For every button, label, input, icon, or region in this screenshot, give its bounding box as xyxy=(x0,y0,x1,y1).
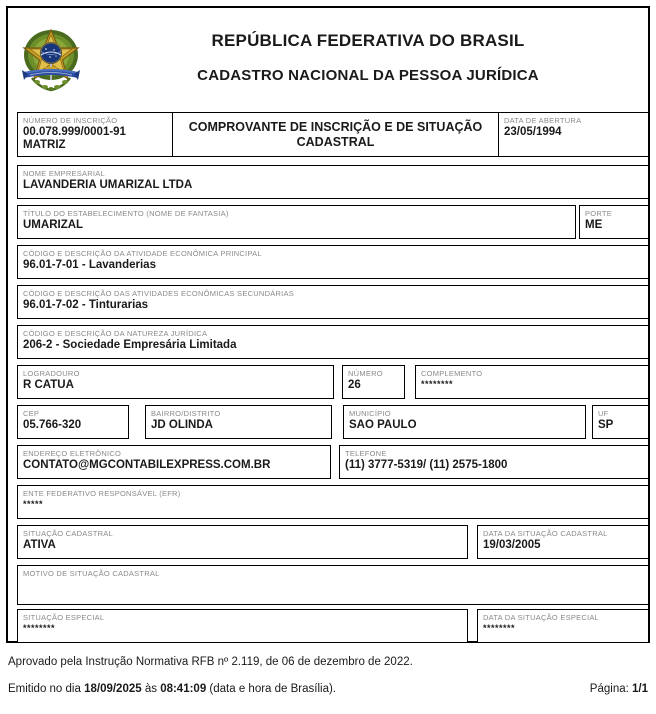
field-value: ******** xyxy=(483,623,516,633)
field-motivo-situacao-cadastral xyxy=(17,565,649,605)
field-situacao-cadastral xyxy=(17,525,468,559)
field-value-matriz: MATRIZ xyxy=(23,139,66,151)
field-value: 206-2 - Sociedade Empresária Limitada xyxy=(23,339,237,351)
field-value: CONTATO@MGCONTABILEXPRESS.COM.BR xyxy=(23,459,271,471)
field-label: UF xyxy=(598,409,609,418)
issue-datetime xyxy=(8,682,336,696)
field-data-abertura xyxy=(499,113,648,156)
field-data-situacao-cadastral xyxy=(477,525,649,559)
field-value: LAVANDERIA UMARIZAL LTDA xyxy=(23,179,193,191)
field-value: ***** xyxy=(23,499,44,509)
field-label: DATA DE ABERTURA xyxy=(504,116,582,125)
field-value: 23/05/1994 xyxy=(504,126,562,138)
field-value: 26 xyxy=(348,379,361,391)
field-label: TÍTULO DO ESTABELECIMENTO (NOME DE FANTASIA) xyxy=(23,209,229,218)
page-title: REPÚBLICA FEDERATIVA DO BRASIL xyxy=(211,30,525,50)
field-value xyxy=(18,578,648,579)
field-titulo-estabelecimento xyxy=(17,205,576,239)
field-label: LOGRADOURO xyxy=(23,369,80,378)
field-label: CÓDIGO E DESCRIÇÃO DA ATIVIDADE ECONÔMICA PRINCIPAL xyxy=(23,249,262,258)
issue-prefix: Emitido no dia xyxy=(8,683,85,695)
field-label: BAIRRO/DISTRITO xyxy=(151,409,221,418)
field-uf xyxy=(592,405,649,439)
field-atividade-principal xyxy=(17,245,649,279)
field-ente-federativo-responsavel xyxy=(17,485,649,519)
field-label: DATA DA SITUAÇÃO ESPECIAL xyxy=(483,613,600,622)
issue-mid: às xyxy=(141,683,161,695)
document-type-label: COMPROVANTE DE INSCRIÇÃO E DE SITUAÇÃO CADASTRAL xyxy=(188,119,483,149)
issue-time: 08:41:09 xyxy=(160,683,207,695)
page-label: Página: xyxy=(589,683,632,695)
field-value: 96.01-7-02 - Tinturarias xyxy=(23,299,149,311)
header-title-block xyxy=(88,8,648,106)
field-label: ENDEREÇO ELETRÔNICO xyxy=(23,449,122,458)
page-indicator xyxy=(590,682,648,696)
field-value: 19/03/2005 xyxy=(483,539,541,551)
field-value: (11) 3777-5319/ (11) 2575-1800 xyxy=(345,459,508,471)
field-situacao-especial xyxy=(17,609,468,643)
issue-info-row xyxy=(8,682,648,696)
field-label: DATA DA SITUAÇÃO CADASTRAL xyxy=(483,529,608,538)
field-label: ENTE FEDERATIVO RESPONSÁVEL (EFR) xyxy=(23,489,181,498)
field-label: COMPLEMENTO xyxy=(421,369,483,378)
field-value: 05.766-320 xyxy=(23,419,82,431)
field-label: CEP xyxy=(23,409,40,418)
field-label: PORTE xyxy=(585,209,612,218)
field-numero-inscricao xyxy=(18,113,172,156)
field-label: SITUAÇÃO ESPECIAL xyxy=(23,613,105,622)
document-header xyxy=(8,8,648,106)
field-value: UMARIZAL xyxy=(23,219,84,231)
field-value: 00.078.999/0001-91 xyxy=(23,126,126,138)
page-subtitle: CADASTRO NACIONAL DA PESSOA JURÍDICA xyxy=(197,66,539,84)
field-label: SITUAÇÃO CADASTRAL xyxy=(23,529,113,538)
field-porte xyxy=(579,205,649,239)
field-endereco-eletronico xyxy=(17,445,331,479)
field-label: MUNICÍPIO xyxy=(349,409,391,418)
field-data-situacao-especial xyxy=(477,609,649,643)
field-label: CÓDIGO E DESCRIÇÃO DAS ATIVIDADES ECONÔMICAS SECUNDÁRIAS xyxy=(23,289,294,298)
field-value: 96.01-7-01 - Lavanderias xyxy=(23,259,156,271)
approval-note: Aprovado pela Instrução Normativa RFB nº 2.119, de 06 de dezembro de 2022. xyxy=(8,656,413,668)
field-bairro-distrito xyxy=(145,405,332,439)
field-value: ******** xyxy=(23,623,56,633)
field-complemento xyxy=(415,365,649,399)
registration-header-row xyxy=(17,112,649,157)
field-cep xyxy=(17,405,129,439)
document-frame xyxy=(6,6,650,643)
field-label: CÓDIGO E DESCRIÇÃO DA NATUREZA JURÍDICA xyxy=(23,329,208,338)
field-logradouro xyxy=(17,365,334,399)
status-badge: ATIVA xyxy=(23,539,56,551)
brazil-coat-of-arms-icon xyxy=(20,22,82,94)
page-number: 1/1 xyxy=(632,683,648,695)
field-label: MOTIVO DE SITUAÇÃO CADASTRAL xyxy=(23,569,160,578)
field-value: ME xyxy=(585,219,603,231)
field-label: NOME EMPRESARIAL xyxy=(23,169,105,178)
field-value: SP xyxy=(598,419,614,431)
field-atividades-secundarias xyxy=(17,285,649,319)
field-value: JD OLINDA xyxy=(151,419,213,431)
field-municipio xyxy=(343,405,586,439)
document-footer xyxy=(8,655,648,696)
field-numero xyxy=(342,365,405,399)
field-label: NÚMERO xyxy=(348,369,383,378)
issue-suffix: (data e hora de Brasília). xyxy=(206,683,336,695)
field-label: NÚMERO DE INSCRIÇÃO xyxy=(23,116,118,125)
document-type-title xyxy=(172,113,499,156)
issue-date: 18/09/2025 xyxy=(84,683,142,695)
field-natureza-juridica xyxy=(17,325,649,359)
field-nome-empresarial xyxy=(17,165,649,199)
field-value: ******** xyxy=(421,379,454,389)
field-label: TELEFONE xyxy=(345,449,387,458)
field-value: R CATUA xyxy=(23,379,74,391)
field-telefone xyxy=(339,445,649,479)
field-value: SAO PAULO xyxy=(349,419,417,431)
